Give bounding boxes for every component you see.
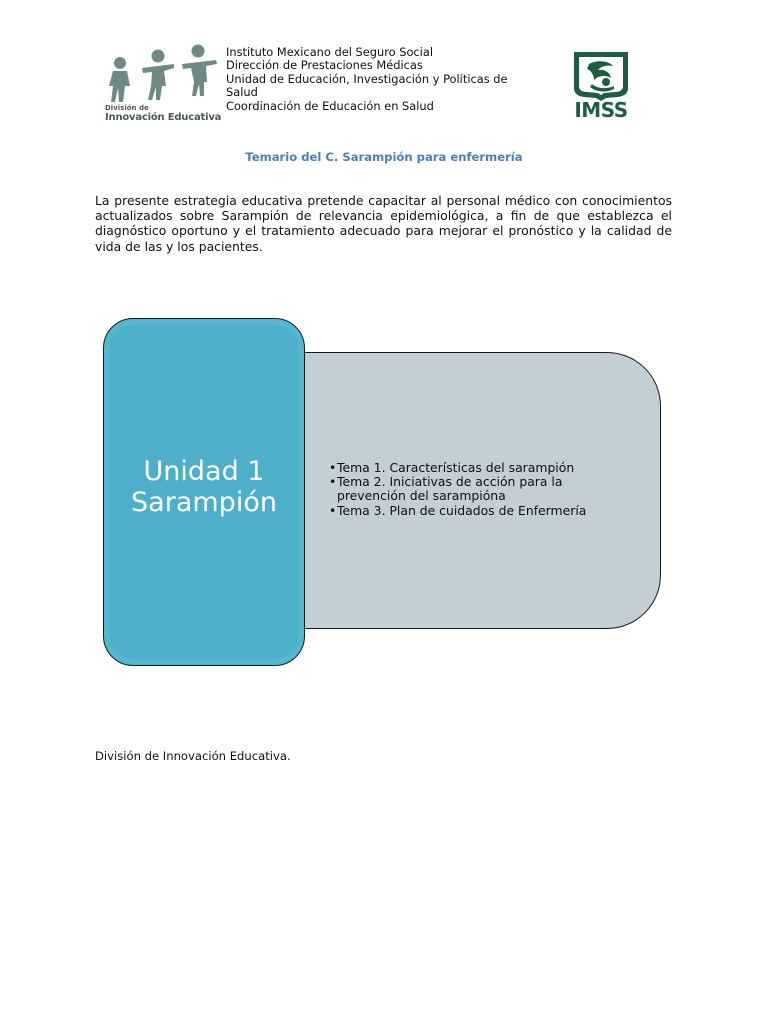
topics-list: [329, 461, 629, 518]
topic-item: [329, 475, 629, 503]
topic-item: [329, 504, 629, 518]
institution-block: [226, 46, 536, 113]
topic-text: Tema 1. Características del sarampión: [337, 460, 575, 475]
unit-title: [103, 456, 305, 518]
people-figures-icon: [100, 42, 222, 104]
unit-title-line1: Unidad 1: [143, 456, 265, 487]
division-logo-small-text: División de: [105, 104, 149, 112]
topic-text: Tema 3. Plan de cuidados de Enfermería: [337, 502, 587, 518]
intro-paragraph: La presente estrategia educativa pretende capacitar al personal médico con conocimientos actualizados sobre Sarampión de relevancia epidemiológica, a fin de que establezca el diagnóstico oportuno y el tratamiento adecuado para mejorar el pronóstico y la calidad de vida de las y los pacientes.: [95, 193, 672, 254]
unit-title-line2: Sarampión: [131, 487, 277, 518]
institution-line: Dirección de Prestaciones Médicas: [226, 58, 423, 73]
topic-text: Tema 2. Iniciativas de acción para la prevención del sarampióna: [337, 474, 563, 504]
institution-line: Unidad de Educación, Investigación y Políticas de: [226, 71, 508, 86]
institution-line: Coordinación de Educación en Salud: [226, 98, 434, 113]
bullet-icon: •: [329, 502, 337, 518]
footer-text: División de Innovación Educativa.: [95, 749, 291, 763]
bullet-icon: •: [329, 474, 337, 490]
institution-line: Salud: [226, 85, 258, 100]
topic-item: [329, 461, 629, 475]
imss-logo-text: IMSS: [574, 98, 628, 122]
bullet-icon: •: [329, 460, 337, 475]
division-logo-big-text: Innovación Educativa: [105, 112, 222, 123]
page-title: Temario del C. Sarampión para enfermería: [245, 150, 523, 164]
division-logo: [100, 42, 222, 124]
institution-line: Instituto Mexicano del Seguro Social: [226, 45, 433, 59]
imss-logo: [568, 48, 634, 122]
